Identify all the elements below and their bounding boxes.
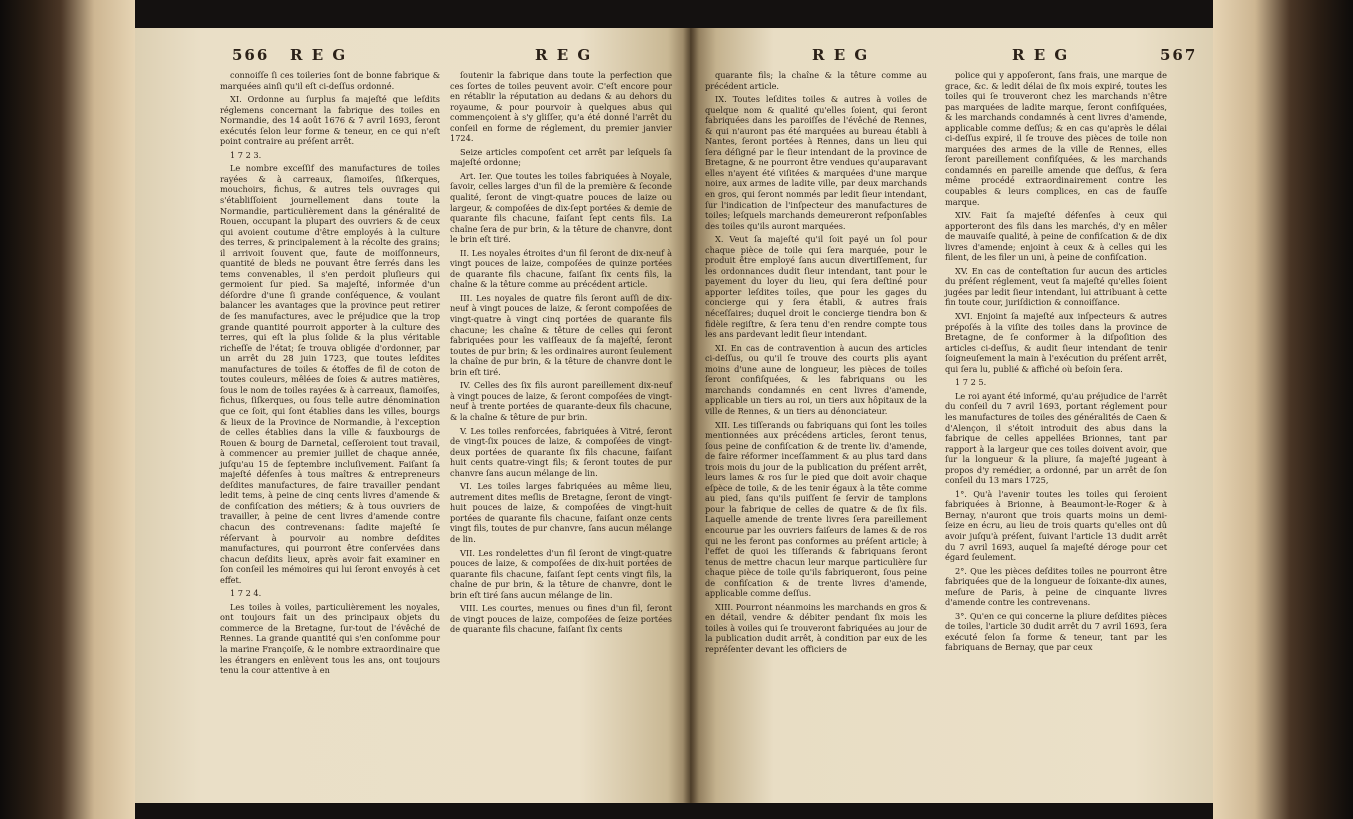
paragraph: VII. Les rondelettes d'un fil ſeront de vingt-quatre pouces de laize, & compoſées de dix-huit portées de quarante fils chacune, faiſant ſept cents vingt fils, la chaîne de pur brin, & la têture de chanvre, dont le brin eſt tiré ſans aucun mélange de lin.	[450, 547, 672, 600]
book-fore-edge-right	[1213, 0, 1353, 819]
paragraph: XII. Les tiſſerands ou fabriquans qui ſont les toiles mentionnées aux précédens articles, ſeront tenus, ſous peine de confiſcation & de trente liv. d'amende, de faire réformer inceſſamment & au plus tard dans trois mois du jour de la publication du préſent arrêt, leurs lames & ros ſur le pied que doit avoir chaque eſpèce de toile, & de les tenir égaux à la tête comme au pied, ſans qu'ils puiſſent ſe ſervir de tamplons pour la fabrique de celles de quatre & de ſix fils. Laquelle amende de trente livres ſera pareillement encourue par les ouvriers faiſeurs de lames & de ros qui ne les feront pas conformes au préſent article; à l'effet de quoi les tiſſerands & fabriquans ſeront tenus de mettre chacun leur marque particulière ſur chaque pièce de toile qu'ils fabriqueront, ſous peine de confiſcation & de trente livres d'amende, applicable comme deſſus.	[705, 419, 927, 599]
left-running-head-col1: R E G	[290, 46, 348, 64]
paragraph: 2°. Que les pièces deſdites toiles ne pourront être fabriquées que de la longueur de ſoixante-dix aunes, meſure de Paris, à peine de cinquante livres d'amende contre les contrevenans.	[945, 565, 1167, 608]
paragraph: 1 7 2 3.	[230, 149, 262, 160]
right-running-head-col1: R E G	[812, 46, 870, 64]
paragraph: 1 7 2 5.	[955, 377, 987, 388]
paragraph: III. Les noyales de quatre fils ſeront auſſi de dix-neuf à vingt pouces de laize, & ſeront compoſées de vingt-quatre à vingt cinq portées de quarante fils chacune; les chaîne & têture de celles qui ſeront fabriquées pour les vaiſſeaux de ſa majeſté, ſeront toutes de pur brin; & les ordinaires auront ſeulement la chaîne de pur brin, & la têture de chanvre dont le brin eſt tiré.	[450, 292, 672, 377]
paragraph: Les toiles à voiles, particulièrement les noyales, ont toujours fait un des principaux objets du commerce de la Bretagne, ſur-tout de l'évêché de Rennes. La grande quantité qui s'en conſomme pour la marine Françoiſe, & le nombre extraordinaire que les étrangers en enlèvent tous les ans, ont toujours tenu la cour attentive à en	[220, 601, 440, 676]
right-running-head-col2: R E G	[1012, 46, 1070, 64]
left-running-head-col2: R E G	[535, 46, 593, 64]
book-gutter	[683, 28, 699, 803]
paragraph: XI. En cas de contravention à aucun des articles ci-deſſus, ou qu'il ſe trouve des courts plis ayant moins d'une aune de longueur, les pièces de toiles ſeront confiſquées, & les fabriquans ou les marchands condamnés en cent livres d'amende, applicable un tiers au roi, un tiers aux hôpitaux de la ville de Rennes, & un tiers au dénonciateur.	[705, 342, 927, 416]
paragraph: police qui y appoſeront, ſans frais, une marque de grace, &c. & ledit délai de ſix mois expiré, toutes les toiles qui ſe trouveront chez les marchands n'être pas marquées de ladite marque, ſeront confiſquées, & les marchands condamnés à cent livres d'amende, applicable comme deſſus; & en cas qu'après le délai ci-deſſus expiré, il ſe trouve des pièces de toile non marquées des armes de la ville de Rennes, elles ſeront pareillement confiſquées, & les marchands condamnés en pareille amende que deſſus, & ſera même procédé extraordinairement contre les coupables & leurs complices, en cas de fauſſe marque.	[945, 70, 1167, 207]
paragraph: XIII. Pourront néanmoins les marchands en gros & en détail, vendre & débiter pendant ſix mois les toiles à voiles qui ſe trouveront fabriquées au jour de la publication dudit arrêt, à condition par eux de les repréſenter devant les officiers de	[705, 601, 927, 654]
paragraph: XI. Ordonne au ſurplus ſa majeſté que leſdits réglemens concernant la fabrique des toiles en Normandie, des 14 août 1676 & 7 avril 1693, ſeront exécutés ſelon leur forme & teneur, en ce qui n'eſt point contraire au préſent arrêt.	[220, 94, 440, 147]
paragraph: XV. En cas de conteſtation ſur aucun des articles du préſent réglement, veut ſa majeſté qu'elles ſoient jugées par ledit ſieur intendant, lui attribuant à cette fin toute cour, juriſdiction & connoiſſance.	[945, 265, 1167, 308]
right-page-number: 567	[1160, 46, 1198, 64]
paragraph: V. Les toiles renforcées, fabriquées à Vitré, ſeront de vingt-ſix pouces de laize, & compoſées de vingt-deux portées de quarante ſix fils chacune, faiſant huit cents quatre-vingt fils; & ſeront toutes de pur chanvre ſans aucun mélange de lin.	[450, 425, 672, 478]
paragraph: Le roi ayant été informé, qu'au préjudice de l'arrêt du conſeil du 7 avril 1693, portant réglement pour les manufactures de toiles des généralités de Caen & d'Alençon, il s'étoit introduit des abus dans la fabrique de celles appellées Brionnes, tant par rapport à la largeur que ces toiles doivent avoir, que ſur la longueur & la pliure, ſa majeſté jugeant à propos d'y remédier, a ordonné, par un arrêt de ſon conſeil du 13 mars 1725,	[945, 390, 1167, 486]
paragraph: 1 7 2 4.	[230, 588, 262, 599]
paragraph: Seize articles compoſent cet arrêt par leſquels ſa majeſté ordonne;	[450, 146, 672, 168]
paragraph: VI. Les toiles larges fabriquées au même lieu, autrement dites meſlis de Bretagne, ſeront de vingt-huit pouces de laize, & compoſées de vingt-huit portées de quarante fils chacune, faiſant onze cents vingt fils, toutes de pur chanvre, ſans aucun mélange de lin.	[450, 481, 672, 544]
left-page-number: 566	[232, 46, 270, 64]
left-page-column-1	[220, 70, 440, 679]
book-fore-edge-left	[0, 0, 135, 819]
paragraph: VIII. Les courtes, menues ou fines d'un fil, ſeront de vingt pouces de laize, compoſées de ſeize portées de quarante fils chacune, faiſant ſix cents	[450, 603, 672, 635]
paragraph: XIV. Fait ſa majeſté défenſes à ceux qui apporteront des fils dans les marchés, d'y en mêler de mauvaiſe qualité, à peine de confiſcation & de dix livres d'amende; enjoint à ceux & à celles qui les filent, de les filer un uni, à peine de confiſcation.	[945, 210, 1167, 263]
paragraph: Art. Ier. Que toutes les toiles fabriquées à Noyale, ſavoir, celles larges d'un fil de la première & ſeconde qualité, ſeront de vingt-quatre pouces de laize ou largeur, & compoſées de dix-ſept portées & demie de quarante fils chacune, faiſant ſept cents fils. La chaîne ſera de pur brin, & la têture de chanvre, dont le brin eſt tiré.	[450, 170, 672, 245]
paragraph: 1°. Qu'à l'avenir toutes les toiles qui ſeroient fabriquées à Brionne, à Beaumont-le-Roger & à Bernay, n'auront que trois quarts moins un demi-ſeize en écru, au lieu de trois quarts qu'elles ont dû avoir juſqu'à préſent, ſuivant l'article 13 dudit arrêt du 7 avril 1693, auquel ſa majeſté déroge pour cet égard ſeulement.	[945, 488, 1167, 563]
paragraph: 3°. Qu'en ce qui concerne la pliure deſdites pièces de toiles, l'article 30 dudit arrêt du 7 avril 1693, ſera exécuté ſelon ſa forme & teneur, tant par les fabriquans de Bernay, que par ceux	[945, 610, 1167, 653]
paragraph: X. Veut ſa majeſté qu'il ſoit payé un ſol pour chaque pièce de toile qui ſera marquée, pour le produit être employé ſans aucun divertiſſement, ſur les ordonnances dudit ſieur intendant, tant pour le payement du loyer du lieu, qui ſera deſtiné pour apporter leſdites toiles, que pour les gages du concierge qui y ſera établi, & autres frais néceſſaires; duquel droit le concierge tiendra bon & fidèle regiſtre, & ſera tenu d'en rendre compte tous les ans pardevant ledit ſieur intendant.	[705, 234, 927, 340]
right-page-column-2	[945, 70, 1167, 656]
right-page-column-1	[705, 70, 927, 658]
paragraph: ſoutenir la fabrique dans toute la perfection que ces ſortes de toiles peuvent avoir. C'eſt encore pour en rétablir la réputation au dedans & au dehors du royaume, & pour pourvoir à quelques abus qui commençoient à s'y gliſſer, qu'a été donné l'arrêt du conſeil en forme de réglement, du premier janvier 1724.	[450, 70, 672, 144]
paragraph: connoiſſe ſi ces toileries ſont de bonne fabrique & marquées ainſi qu'il eſt ci-deſſus ordonné.	[220, 70, 440, 91]
paragraph: IV. Celles des ſix fils auront pareillement dix-neuf à vingt pouces de laize, & ſeront compoſées de vingt-neuf à trente portées de quarante-deux fils chacune, & la chaîne & têture de pur brin.	[450, 380, 672, 422]
paragraph: quarante fils; la chaîne & la têture comme au précédent article.	[705, 70, 927, 91]
paragraph: IX. Toutes leſdites toiles & autres à voiles de quelque nom & qualité qu'elles ſoient, qui ſeront fabriquées dans les paroiſſes de l'évêché de Rennes, & qui n'auront pas été marquées au bureau établi à Nantes, ſeront portées à Rennes, dans un lieu qui ſera déſigné par le ſieur intendant de la province de Bretagne, & ne pourront être vendues qu'auparavant elles n'ayent été viſitées & marquées d'une marque noire, aux armes de ladite ville, par deux marchands en gros, qui ſeront nommés par ledit ſieur intendant, ſur l'indication de l'inſpecteur des manufactures de toiles; leſquels marchands demeureront reſponſables des toiles qu'ils auront marquées.	[705, 94, 927, 231]
paragraph: XVI. Enjoint ſa majeſté aux inſpecteurs & autres prépoſés à la viſite des toiles dans la province de Bretagne, de ſe conformer à la diſpoſition des articles ci-deſſus, & audit ſieur intendant de tenir ſoigneuſement la main à l'exécution du préſent arrêt, qui ſera lu, publié & affiché où beſoin ſera.	[945, 311, 1167, 374]
left-page-column-2	[450, 70, 672, 638]
paragraph: Le nombre exceſſif des manufactures de toiles rayées & à carreaux, ſiamoiſes, ſiſkerques, mouchoirs, fichus, & autres tels ouvrages qui s'établiſſoient journellement dans toute la Normandie, particulièrement dans la généralité de Rouen, occupant la plupart des ouvriers & de ceux qui avoient coutume d'être employés à la culture des terres, & principalement à la récolte des grains; il arrivoit ſouvent que, faute de moiſſonneurs, quantité de bleds ne pouvant être ſerrés dans les tems convenables, il s'en perdoit pluſieurs qui germoient ſur pied. Sa majeſté, informée d'un déſordre d'une ſi grande conſéquence, & voulant balancer les avantages que la province peut retirer de ſes manufactures, avec le préjudice que la trop grande quantité pourroit apporter à la culture des terres, qui eſt la plus ſolide & la plus véritable richeſſe de l'état; ſe trouva obligée d'ordonner, par un arrêt du 28 juin 1723, que toutes leſdites manufactures de toiles & étoffes de fil de coton de toutes couleurs, mêlées de ſoies & autres matières, ſous le nom de toiles rayées & à carreaux, ſiamoiſes, fichus, ſiſkerques, ou ſous telle autre dénomination que ce ſoit, qui ſont établies dans les villes, bourgs & lieux de la Province de Normandie, à l'exception de celles établies dans la ville & fauxbourgs de Rouen & bourg de Darnetal, ceſſeroient tout travail, à commencer au premier juillet de chaque année, juſqu'au 15 de ſeptembre incluſivement. Faiſant ſa majeſté défenſes à tous maîtres & entrepreneurs deſdites manufactures, de faire travailler pendant ledit tems, à peine de cinq cents livres d'amende & de confiſcation des métiers; & à tous ouvriers de travailler, à peine de cent livres d'amende contre chacun des contrevenans: ſadite majeſté ſe réſervant à pourvoir au nombre deſdites manufactures, qui pourront être conſervées dans chacun deſdits lieux, après avoir fait examiner en ſon conſeil les mémoires qui lui ſeront envoyés à cet effet.	[220, 163, 440, 585]
paragraph: II. Les noyales étroites d'un fil ſeront de dix-neuf à vingt pouces de laize, compoſées de quinze portées de quarante fils chacune, faiſant ſix cents fils, la chaîne & la têture comme au précédent article.	[450, 247, 672, 290]
